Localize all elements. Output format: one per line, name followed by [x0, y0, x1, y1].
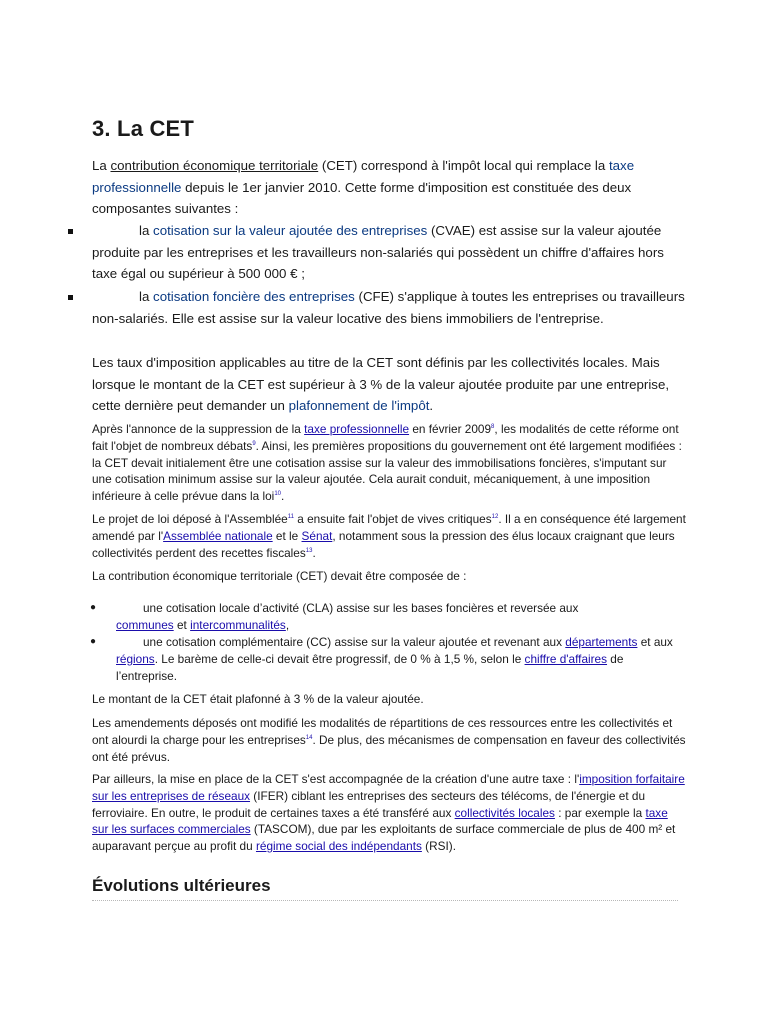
text: . Le barème de celle-ci devait être progressif, de 0 % à 1,5 %, selon le	[154, 651, 525, 666]
link-rsi[interactable]: régime social des indépendants	[255, 839, 422, 854]
text: (TASCOM), due par les exploitants de surface commerciale de plus de 400 m² et auparavant perçue au profit du	[92, 822, 676, 854]
text: en février 2009	[409, 422, 492, 436]
text: .	[281, 489, 285, 504]
link-tascom[interactable]: taxe sur les surfaces commerciales	[92, 805, 668, 837]
footnote-ref[interactable]: 14	[305, 734, 313, 741]
link-plafonnement[interactable]: plafonnement de l'impôt	[288, 398, 430, 414]
bullet-item-cfe	[92, 286, 686, 329]
link-taxe-professionnelle-2[interactable]: taxe professionnelle	[304, 422, 410, 436]
square-bullet-icon	[68, 295, 73, 300]
text: ,	[285, 617, 290, 632]
text: et aux	[637, 635, 673, 649]
text: La	[92, 158, 111, 173]
text: (RSI).	[421, 839, 456, 854]
link-ifer[interactable]: imposition forfaitaire sur les entreprises de réseaux	[92, 772, 685, 803]
dot-bullet-icon: ●	[90, 636, 97, 647]
link-cfe[interactable]: cotisation foncière des entreprises	[153, 289, 355, 304]
section-heading: 3. La CET	[92, 116, 195, 141]
link-communes[interactable]: communes	[116, 617, 174, 632]
intro-paragraph	[92, 155, 686, 220]
text: Les taux d'imposition applicables au titre de la CET sont définis par les collectivités locales. Mais lorsque le montant de la CET est supérieur à 3 % de la valeur ajoutée produite par une entreprise, cette dernière peut demander un	[92, 355, 670, 414]
cet-term: contribution économique territoriale	[110, 158, 319, 173]
text: Par ailleurs, la mise en place de la CET s'est accompagnée de la création d'une autre taxe : l'	[92, 772, 580, 786]
text: depuis le 1er janvier 2010. Cette forme d'imposition est constituée des deux composantes suivantes :	[92, 179, 632, 217]
footnote-ref[interactable]: 12	[491, 514, 499, 521]
text: a ensuite fait l'objet de vives critiques	[293, 512, 492, 526]
text: la	[139, 223, 154, 238]
text: et le	[272, 528, 302, 543]
bullet-item-cvae	[92, 220, 686, 285]
text: .	[312, 545, 316, 560]
dot-bullet-icon: ●	[90, 602, 97, 613]
list-item-cc	[92, 634, 686, 684]
link-regions[interactable]: régions	[116, 651, 155, 666]
plafond-paragraph: Le montant de la CET était plafonné à 3 % de la valeur ajoutée.	[92, 692, 424, 706]
text: (CVAE) est assise sur la valeur ajoutée produite par les entreprises et les travailleurs non-salariés qui possèdent un chiffre d'affaires hors taxe égal ou supérieur à 500 000 € ;	[92, 223, 664, 282]
ifer-paragraph	[92, 771, 686, 855]
footnote-ref[interactable]: 13	[305, 547, 313, 554]
link-assemblee-nationale[interactable]: Assemblée nationale	[163, 528, 273, 543]
amendements-paragraph	[92, 715, 686, 765]
text: la	[139, 289, 154, 304]
section-divider	[92, 900, 678, 901]
text: .	[429, 398, 434, 414]
text: Le projet de loi déposé à l'Assemblée	[92, 512, 288, 526]
link-senat[interactable]: Sénat	[301, 528, 333, 543]
link-chiffre-affaires[interactable]: chiffre d'affaires	[524, 651, 608, 666]
link-departements[interactable]: départements	[565, 635, 638, 649]
subsection-heading: Évolutions ultérieures	[92, 876, 271, 895]
text: une cotisation locale d’activité (CLA) assise sur les bases foncières et reversée aux	[143, 601, 579, 615]
text: (CET) correspond à l'impôt local qui remplace la	[318, 158, 609, 173]
link-intercommunalites[interactable]: intercommunalités	[190, 617, 286, 632]
footnote-ref[interactable]: 10	[274, 491, 281, 498]
text: , les modalités de cette réforme ont fait l'objet de nombreux débats	[92, 422, 679, 453]
text: (CFE) s'applique à toutes les entreprises ou travailleurs non-salariés. Elle est assise sur la valeur locative des biens immobiliers de l'entreprise.	[92, 289, 685, 326]
history-paragraph	[92, 421, 686, 505]
text: : par exemple la	[554, 805, 646, 820]
taux-paragraph	[92, 352, 686, 417]
text: , notamment sous la pression des élus locaux craignant que leurs collectivités perdent des recettes fiscales	[92, 528, 675, 560]
footnote-ref[interactable]: 9	[252, 440, 256, 447]
text: . Il a en conséquence été largement amendé par l'	[92, 512, 686, 543]
footnote-ref[interactable]: 8	[491, 424, 495, 431]
square-bullet-icon	[68, 229, 73, 234]
composition-intro: La contribution économique territoriale (CET) devait être composée de :	[92, 569, 467, 583]
projet-loi-paragraph	[92, 511, 686, 561]
text: une cotisation complémentaire (CC) assise sur la valeur ajoutée et revenant aux	[143, 635, 566, 649]
link-taxe-professionnelle[interactable]: taxe professionnelle	[92, 158, 635, 195]
text: (IFER) ciblant les entreprises des secteurs des télécoms, de l'énergie et du ferroviaire. En outre, le produit de certaines taxes a été transféré aux	[92, 788, 646, 820]
text: Les amendements déposés ont modifié les modalités de répartitions de ces ressources entre les collectivités et ont alourdi la charge pour les entreprises	[92, 716, 673, 747]
text: . Ainsi, les premières propositions du gouvernement ont été largement modifiées : la CET devait initialement être une cotisation assise sur la valeur des immobilisations foncières, s'imputant sur une cotisation minimum assise sur la valeur ajoutée. Cela aurait conduit, mécaniquement, à une imposition inférieure à celle prévue dans la loi	[92, 438, 682, 504]
link-cvae[interactable]: cotisation sur la valeur ajoutée des entreprises	[153, 223, 428, 238]
text: Après l'annonce de la suppression de la	[92, 422, 305, 436]
link-collectivites-locales[interactable]: collectivités locales	[454, 805, 555, 820]
list-item-cla	[92, 600, 686, 634]
footnote-ref[interactable]: 11	[287, 514, 294, 521]
text: et	[173, 617, 191, 632]
text: de l’entreprise.	[116, 651, 624, 683]
text: . De plus, des mécanismes de compensation en faveur des collectivités ont été prévus.	[92, 732, 686, 764]
